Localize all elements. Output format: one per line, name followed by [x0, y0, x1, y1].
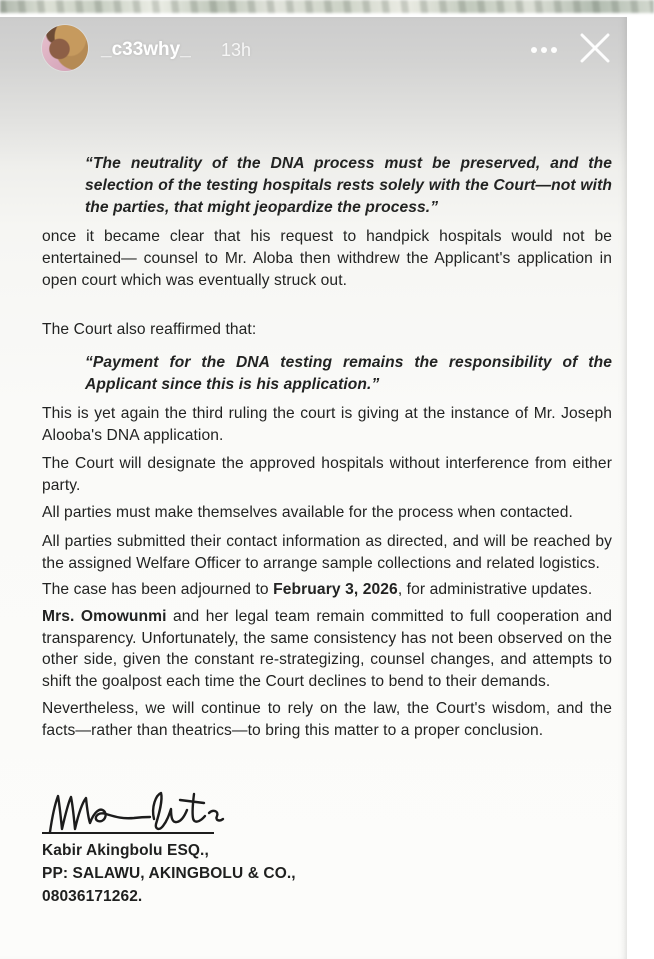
signatory-details — [42, 839, 627, 908]
court-quote-payment: “Payment for the DNA testing remains the responsibility of the Applicant since this is his application.” — [85, 354, 612, 393]
adjourned-pre: The case has been adjourned to — [42, 581, 274, 598]
story-username[interactable]: _c33why_ — [101, 39, 191, 60]
photo-top-edge-strip — [0, 0, 654, 13]
omowunmi-post: and her legal team remain committed to full cooperation and transparency. Unfortunately, the same consistency has not been observed on the other side, given the constant re-strategizing, counsel changes, and attempts to shift the goalpost each time the Court declines to bend to their demands. — [42, 608, 613, 690]
signature-image — [42, 788, 227, 836]
paragraph-adjournment — [42, 579, 612, 601]
signature-block — [42, 788, 627, 908]
paragraph-parties-available: All parties must make themselves available for the process when contacted. — [42, 504, 573, 521]
story-timestamp: 13h — [221, 40, 252, 60]
paragraph-withdrawal: once it became clear that his request to handpick hospitals would not be entertained— counsel to Mr. Aloba then withdrew the Applicant's application in open court which was eventually struck out. — [42, 228, 612, 289]
adjourned-post: , for administrative updates. — [397, 581, 593, 598]
paragraph-reaffirmed-intro: The Court also reaffirmed that: — [42, 321, 257, 338]
signatory-phone: 08036171262. — [42, 888, 143, 905]
court-quote-neutrality: “The neutrality of the DNA process must be preserved, and the selection of the testing hospitals rests solely with the Court—not with the parties, that might jeopardize the process.” — [85, 155, 612, 216]
legal-statement-document — [0, 17, 627, 908]
signatory-name: Kabir Akingbolu ESQ., — [42, 842, 209, 859]
paragraph-third-ruling: This is yet again the third ruling the court is giving at the instance of Mr. Joseph Alooba's DNA application. — [42, 405, 612, 444]
signatory-firm: PP: SALAWU, AKINGBOLU & CO., — [42, 865, 296, 882]
paragraph-omowunmi — [42, 606, 612, 692]
omowunmi-name: Mrs. Omowunmi — [42, 608, 167, 625]
paragraph-contact-info: All parties submitted their contact information as directed, and will be reached by the assigned Welfare Officer to arrange sample collections and related logistics. — [42, 533, 612, 572]
paragraph-conclusion: Nevertheless, we will continue to rely on the law, the Court's wisdom, and the facts—rather than theatrics—to bring this matter to a proper conclusion. — [42, 700, 612, 739]
paragraph-designate-hospitals: The Court will designate the approved hospitals without interference from either party. — [42, 455, 612, 494]
story-viewport[interactable] — [0, 17, 627, 959]
adjourned-date: February 3, 2026 — [273, 581, 398, 598]
signature-underline — [42, 832, 214, 834]
